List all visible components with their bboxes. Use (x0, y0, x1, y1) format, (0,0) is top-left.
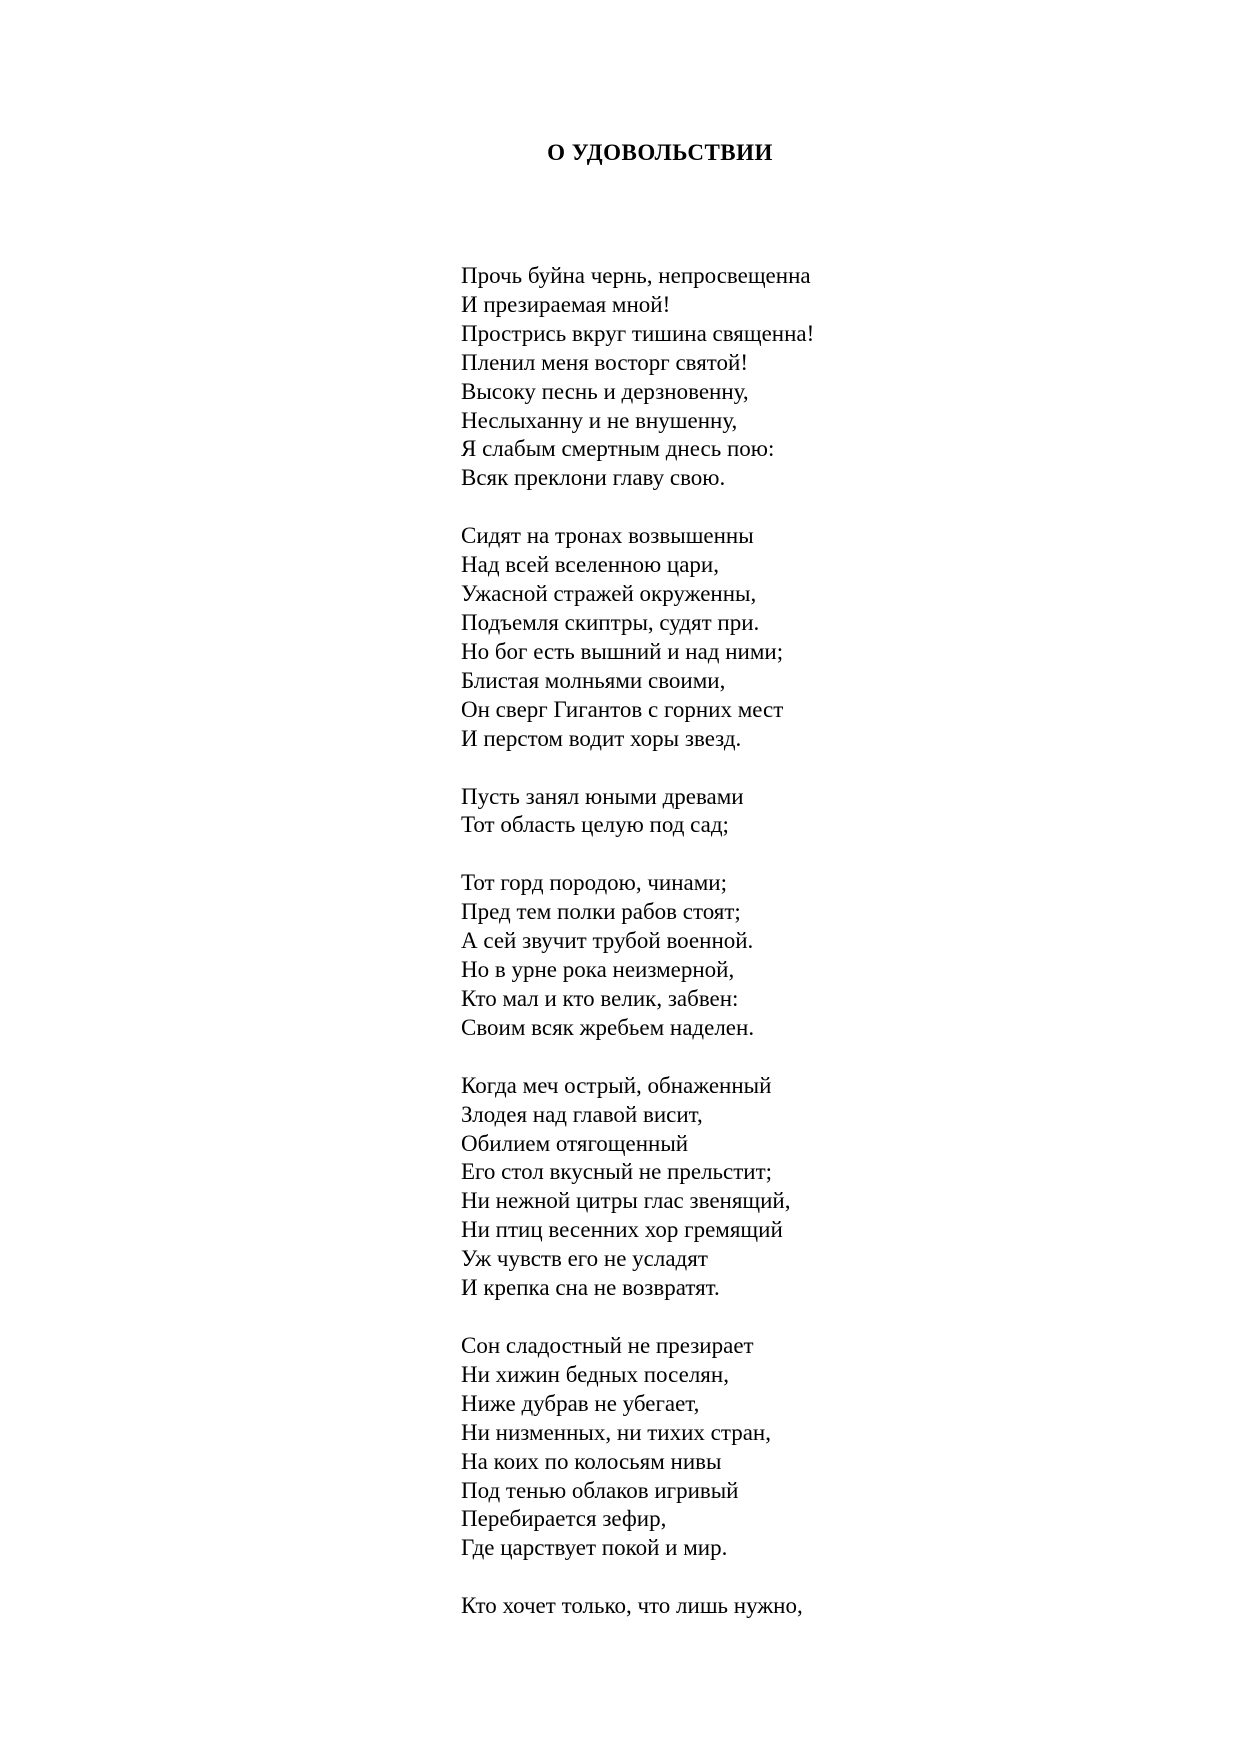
stanza (461, 783, 1161, 841)
poem-line: Сидят на тронах возвышенны (461, 523, 754, 549)
poem-body (461, 262, 1161, 1650)
poem-line: Ниже дубрав не убегает, (461, 1390, 700, 1416)
poem-line: Уж чувств его не усладят (461, 1246, 708, 1272)
poem-line: Ни хижин бедных поселян, (461, 1361, 729, 1387)
poem-line: Я слабым смертным днесь пою: (461, 436, 775, 462)
poem-line: А сей звучит трубой военной. (461, 928, 754, 954)
poem-line: Прострись вкруг тишина священна! (461, 320, 815, 346)
stanza (461, 1072, 1161, 1303)
poem-line: Тот область целую под сад; (461, 812, 729, 838)
poem-line: Злодея над главой висит, (461, 1101, 703, 1127)
poem-line: Кто мал и кто велик, забвен: (461, 985, 739, 1011)
poem-line: Ни низменных, ни тихих стран, (461, 1419, 771, 1445)
poem-line: Ни птиц весенних хор гремящий (461, 1217, 783, 1243)
poem-line: Неслыханну и не внушенну, (461, 407, 738, 433)
stanza (461, 1592, 1161, 1621)
poem-line: Пленил меня восторг святой! (461, 349, 749, 375)
poem-line: Сон сладостный не презирает (461, 1333, 754, 1358)
poem-line: Пусть занял юными древами (461, 783, 744, 809)
poem-line: Подъемля скиптры, судят при. (461, 609, 760, 635)
poem-line: Прочь буйна чернь, непросвещенна (461, 263, 811, 288)
stanza (461, 522, 1161, 753)
poem-line: И крепка сна не возвратят. (461, 1275, 720, 1301)
poem-line: Ни нежной цитры глас звенящий, (461, 1188, 791, 1214)
stanza (461, 262, 1161, 493)
poem-line: Тот горд породою, чинами; (461, 870, 728, 896)
poem-line: Пред тем полки рабов стоят; (461, 899, 741, 925)
poem-line: На коих по колосьям нивы (461, 1448, 722, 1474)
poem-line: Он сверг Гигантов с горних мест (461, 696, 784, 722)
poem-line: Его стол вкусный не прельстит; (461, 1159, 773, 1185)
poem-line: Своим всяк жребьем наделен. (461, 1014, 755, 1040)
poem-line: Перебирается зефир, (461, 1506, 667, 1532)
poem-line: Обилием отягощенный (461, 1130, 689, 1156)
poem-line: Ужасной стражей окруженны, (461, 581, 757, 607)
poem-line: Где царствует покой и мир. (461, 1535, 728, 1561)
poem-line: Кто хочет только, что лишь нужно, (461, 1593, 803, 1619)
poem-line: Всяк преклони главу свою. (461, 465, 726, 491)
stanza (461, 869, 1161, 1042)
poem-line: И презираемая мной! (461, 291, 671, 317)
poem-line: Блистая молньями своими, (461, 667, 726, 693)
poem-line: Под тенью облаков игривый (461, 1477, 739, 1503)
poem-line: И перстом водит хоры звезд. (461, 725, 742, 751)
poem-line: Над всей вселенною цари, (461, 552, 719, 578)
poem-line: Когда меч острый, обнаженный (461, 1072, 772, 1098)
poem-line: Но в урне рока неизмерной, (461, 957, 735, 983)
poem-line: Но бог есть вышний и над ними; (461, 638, 784, 664)
poem-line: Высоку песнь и дерзновенну, (461, 378, 749, 404)
stanza (461, 1332, 1161, 1563)
poem-title: О УДОВОЛЬСТВИИ (547, 140, 773, 165)
